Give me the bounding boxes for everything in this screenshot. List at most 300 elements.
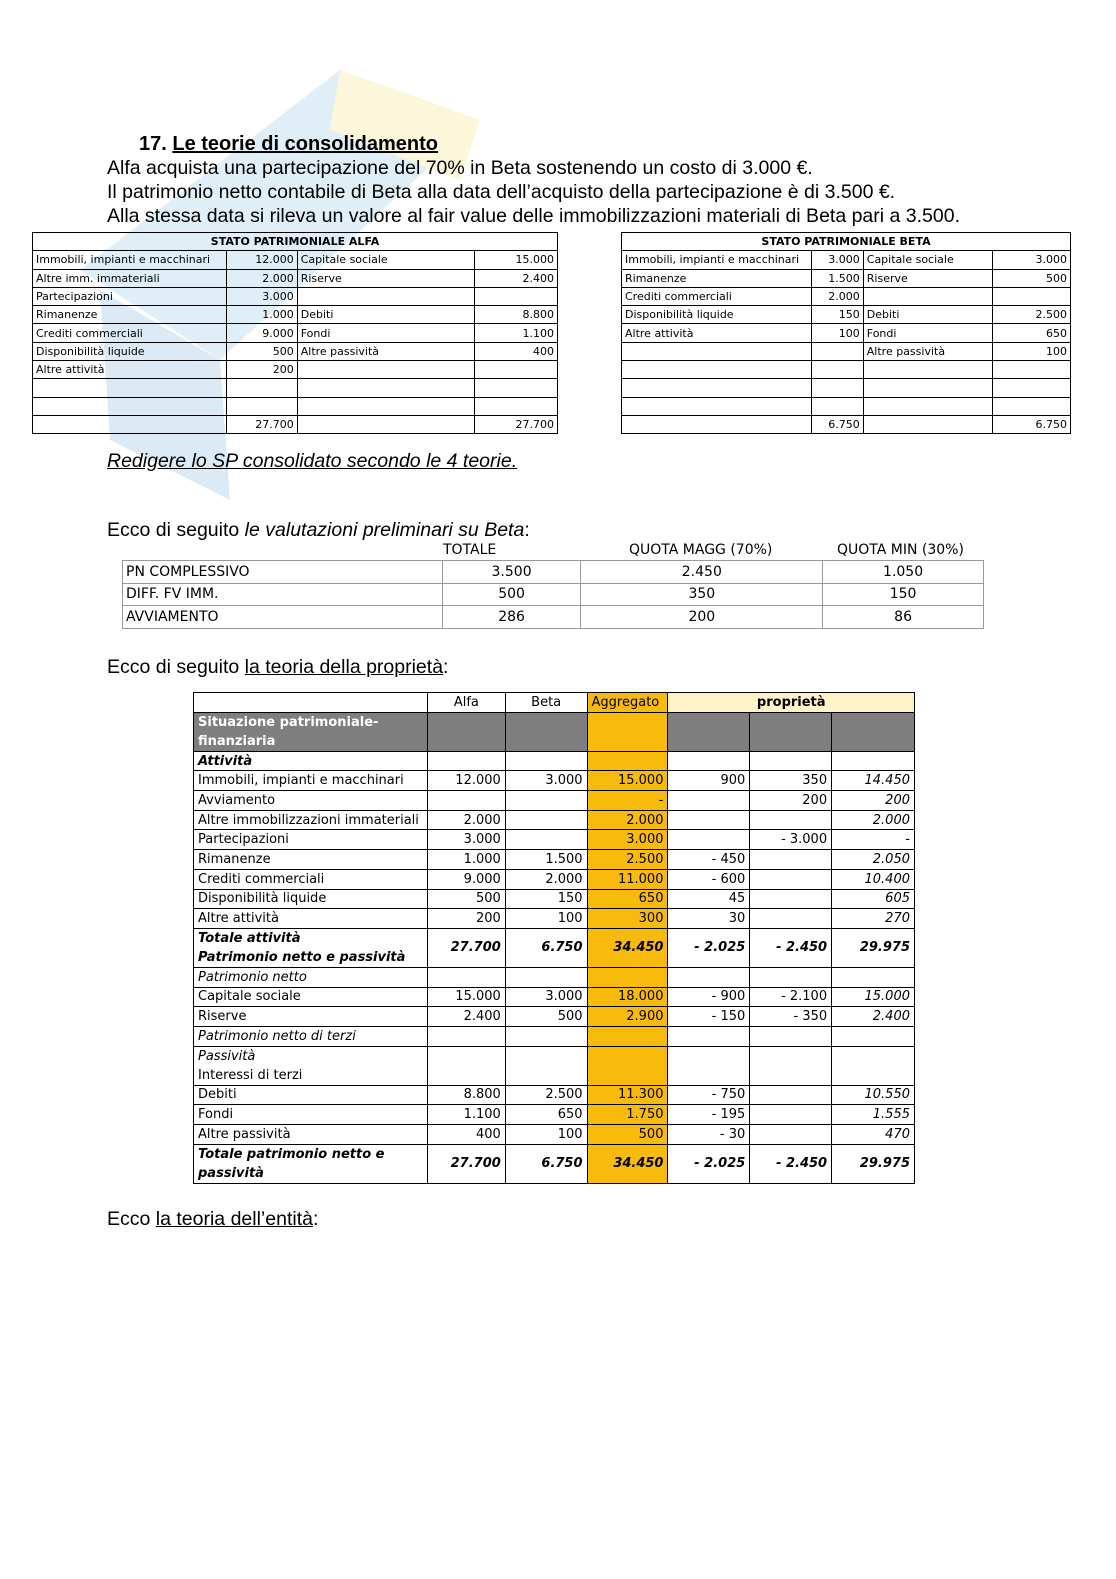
prop-value — [750, 889, 832, 909]
table-row — [194, 850, 915, 870]
account-label: Fondi — [863, 324, 993, 342]
prop-value: 1.000 — [427, 850, 505, 870]
table-row — [194, 771, 915, 791]
prop-value: 30 — [668, 909, 750, 929]
prop-value — [587, 751, 668, 771]
prop-value — [750, 1046, 832, 1085]
prop-value: - 30 — [668, 1125, 750, 1145]
prelim-table — [122, 560, 984, 629]
account-value: 15.000 — [475, 251, 558, 269]
account-value: 100 — [811, 324, 863, 342]
account-label — [863, 361, 993, 379]
account-label — [622, 415, 812, 433]
prop-value — [668, 810, 750, 830]
prop-value — [832, 751, 915, 771]
prop-row-label: Avviamento — [194, 791, 428, 811]
account-label — [297, 287, 474, 305]
prop-value: 605 — [832, 889, 915, 909]
prop-value: 6.750 — [505, 1144, 587, 1183]
prop-value: - 2.100 — [750, 987, 832, 1007]
table-row — [33, 324, 558, 342]
account-label — [863, 287, 993, 305]
prop-row-label: Immobili, impianti e macchinari — [194, 771, 428, 791]
prop-row-label: Altre immobilizzazioni immateriali — [194, 810, 428, 830]
prop-value — [427, 1026, 505, 1046]
prelim-intro-pre: Ecco di seguito — [107, 519, 245, 541]
account-value — [993, 379, 1071, 397]
account-label: Fondi — [297, 324, 474, 342]
account-value: 27.700 — [226, 415, 297, 433]
table-row — [622, 251, 1071, 269]
prop-value — [832, 1026, 915, 1046]
prop-row-label: Disponibilità liquide — [194, 889, 428, 909]
prop-value — [832, 1046, 915, 1085]
account-label: Rimanenze — [33, 306, 227, 324]
account-label — [33, 415, 227, 433]
prelim-value: 200 — [581, 606, 823, 629]
prop-value — [750, 1085, 832, 1105]
prelim-header-min: QUOTA MIN (30%) — [837, 542, 964, 558]
account-value: 6.750 — [811, 415, 863, 433]
prelim-label: PN COMPLESSIVO — [123, 561, 443, 584]
prop-value: - 600 — [668, 869, 750, 889]
prop-value: 150 — [505, 889, 587, 909]
account-value — [993, 287, 1071, 305]
account-value: 100 — [993, 342, 1071, 360]
prop-value: 3.000 — [505, 771, 587, 791]
table-row — [194, 1144, 915, 1183]
account-value: 27.700 — [475, 415, 558, 433]
table-row — [194, 889, 915, 909]
account-value — [993, 397, 1071, 415]
prelim-value: 500 — [442, 583, 581, 606]
prop-value: 2.000 — [832, 810, 915, 830]
prop-value: 45 — [668, 889, 750, 909]
prop-value: 2.000 — [587, 810, 668, 830]
prop-intro — [107, 655, 448, 679]
account-label: Altre passività — [297, 342, 474, 360]
prop-value: 29.975 — [832, 928, 915, 967]
prop-value: 10.400 — [832, 869, 915, 889]
prop-value: 3.000 — [505, 987, 587, 1007]
entity-intro-pre: Ecco — [107, 1208, 156, 1230]
prop-value: 15.000 — [427, 987, 505, 1007]
prop-value: 100 — [505, 1125, 587, 1145]
table-row — [194, 1007, 915, 1027]
prop-value: 270 — [832, 909, 915, 929]
table-row — [194, 909, 915, 929]
account-value: 2.000 — [226, 269, 297, 287]
prelim-value: 150 — [823, 583, 984, 606]
prop-value — [668, 1026, 750, 1046]
prop-value: 500 — [587, 1125, 668, 1145]
prop-value: 27.700 — [427, 928, 505, 967]
prop-value — [505, 830, 587, 850]
account-label: Immobili, impianti e macchinari — [33, 251, 227, 269]
prop-value: 34.450 — [587, 1144, 668, 1183]
table-row — [622, 306, 1071, 324]
table-row — [194, 987, 915, 1007]
prop-intro-pre: Ecco di seguito — [107, 656, 245, 678]
prop-row-label: Riserve — [194, 1007, 428, 1027]
prop-value — [750, 1026, 832, 1046]
prop-value: 15.000 — [587, 771, 668, 791]
account-label — [622, 379, 812, 397]
table-row — [123, 606, 984, 629]
prelim-header-totale: TOTALE — [443, 542, 497, 558]
account-value: 9.000 — [226, 324, 297, 342]
prop-row-label: Crediti commerciali — [194, 869, 428, 889]
prop-value — [750, 869, 832, 889]
prop-value: 12.000 — [427, 771, 505, 791]
table-row — [622, 397, 1071, 415]
prop-row-label — [194, 1144, 428, 1183]
account-label — [622, 342, 812, 360]
prop-value: 400 — [427, 1125, 505, 1145]
table-row — [33, 397, 558, 415]
table-row — [194, 869, 915, 889]
account-value: 650 — [993, 324, 1071, 342]
sp-alfa-title: STATO PATRIMONIALE ALFA — [33, 233, 558, 251]
account-label: Altre imm. immateriali — [33, 269, 227, 287]
prop-value: 1.500 — [505, 850, 587, 870]
account-label: Riserve — [863, 269, 993, 287]
account-label: Riserve — [297, 269, 474, 287]
account-label: Debiti — [297, 306, 474, 324]
prop-value: 900 — [668, 771, 750, 791]
prop-value: - 350 — [750, 1007, 832, 1027]
prop-value: 2.400 — [427, 1007, 505, 1027]
intro-line-3: Alla stessa data si rileva un valore al fair value delle immobilizzazioni materiali di Beta pari a 3.500. — [107, 205, 961, 227]
prop-value — [587, 967, 668, 987]
prop-intro-post: : — [443, 656, 449, 678]
prop-value: 10.550 — [832, 1085, 915, 1105]
prop-value: - 450 — [668, 850, 750, 870]
prelim-header-magg: QUOTA MAGG (70%) — [629, 542, 773, 558]
account-label: Immobili, impianti e macchinari — [622, 251, 812, 269]
table-row — [33, 342, 558, 360]
prop-value: - — [587, 791, 668, 811]
table-row — [194, 1125, 915, 1145]
prop-value — [668, 1046, 750, 1085]
prop-value: - 150 — [668, 1007, 750, 1027]
account-value: 2.400 — [475, 269, 558, 287]
account-label: Altre attività — [622, 324, 812, 342]
intro-line-2: Il patrimonio netto contabile di Beta alla data dell’acquisto della partecipazione è di 3.500 €. — [107, 181, 896, 203]
prop-value — [505, 1046, 587, 1085]
prop-value — [505, 751, 587, 771]
sp-beta-table — [621, 232, 1071, 434]
prop-row-label — [194, 928, 428, 967]
account-value: 1.000 — [226, 306, 297, 324]
account-label: Crediti commerciali — [33, 324, 227, 342]
prop-value: 1.750 — [587, 1105, 668, 1125]
account-value — [993, 361, 1071, 379]
account-label — [33, 397, 227, 415]
account-value — [811, 379, 863, 397]
prop-value: 15.000 — [832, 987, 915, 1007]
account-label: Disponibilità liquide — [33, 342, 227, 360]
proprieta-table — [193, 692, 915, 1184]
prop-row-label-line1: Passività — [198, 1048, 256, 1064]
prelim-intro-post: : — [524, 519, 530, 541]
account-value: 1.100 — [475, 324, 558, 342]
prop-row-label: Patrimonio netto di terzi — [194, 1026, 428, 1046]
prop-row-label: Patrimonio netto — [194, 967, 428, 987]
task-text: Redigere lo SP consolidato secondo le 4 teorie. — [107, 450, 518, 472]
account-value — [226, 397, 297, 415]
account-value: 400 — [475, 342, 558, 360]
account-value — [811, 342, 863, 360]
prop-intro-u: la teoria della proprietà — [244, 656, 444, 678]
account-value: 200 — [226, 361, 297, 379]
table-row — [194, 967, 915, 987]
prop-value: 34.450 — [587, 928, 668, 967]
prop-value: - 750 — [668, 1085, 750, 1105]
account-value — [226, 379, 297, 397]
prop-value: - 2.025 — [668, 1144, 750, 1183]
account-value: 3.000 — [811, 251, 863, 269]
account-value: 3.000 — [226, 287, 297, 305]
account-label: Rimanenze — [622, 269, 812, 287]
prop-header-alfa: Alfa — [427, 693, 505, 713]
account-label: Capitale sociale — [863, 251, 993, 269]
account-value: 6.750 — [993, 415, 1071, 433]
prop-value — [832, 967, 915, 987]
table-row — [194, 1026, 915, 1046]
prop-row-label — [194, 1046, 428, 1085]
prop-value — [427, 967, 505, 987]
prop-section-title: Situazione patrimoniale-finanziaria — [194, 712, 428, 751]
prop-value: 100 — [505, 909, 587, 929]
prelim-value: 286 — [442, 606, 581, 629]
account-value: 150 — [811, 306, 863, 324]
prop-value: - 2.450 — [750, 1144, 832, 1183]
prop-value — [750, 1125, 832, 1145]
prop-value: 14.450 — [832, 771, 915, 791]
table-row — [194, 810, 915, 830]
prop-value — [427, 751, 505, 771]
prop-value: - 2.450 — [750, 928, 832, 967]
section-heading — [139, 133, 438, 156]
entity-intro-u: la teoria dell’entità — [155, 1208, 313, 1230]
account-label — [297, 415, 474, 433]
prop-row-label-line1: Totale attività — [198, 930, 301, 946]
prop-row-label: Altre passività — [194, 1125, 428, 1145]
prelim-intro — [107, 518, 530, 542]
table-row — [194, 791, 915, 811]
prelim-value: 2.450 — [581, 561, 823, 584]
sp-beta-title: STATO PATRIMONIALE BETA — [622, 233, 1071, 251]
prop-value — [505, 791, 587, 811]
prop-value — [750, 810, 832, 830]
intro-line-1: Alfa acquista una partecipazione del 70% in Beta sostenendo un costo di 3.000 €. — [107, 157, 813, 179]
prop-row-label-line2: Patrimonio netto e passività — [198, 949, 406, 965]
prop-value — [587, 1026, 668, 1046]
prop-value — [427, 1046, 505, 1085]
prop-row-label: Attività — [194, 751, 428, 771]
prop-value: 650 — [587, 889, 668, 909]
prop-value — [750, 967, 832, 987]
table-row — [123, 561, 984, 584]
prelim-value: 3.500 — [442, 561, 581, 584]
entity-intro — [107, 1207, 318, 1231]
prop-header-proprieta: proprietà — [668, 693, 915, 713]
prop-row-label: Altre attività — [194, 909, 428, 929]
prop-value: 200 — [427, 909, 505, 929]
account-label — [863, 397, 993, 415]
prop-value: - 2.025 — [668, 928, 750, 967]
prop-row-label-line1: Totale patrimonio netto e — [198, 1146, 385, 1162]
prop-value — [587, 1046, 668, 1085]
prop-value — [505, 810, 587, 830]
prop-value: 2.000 — [505, 869, 587, 889]
prelim-label: DIFF. FV IMM. — [123, 583, 443, 606]
prop-value — [750, 850, 832, 870]
prop-value: - 900 — [668, 987, 750, 1007]
prop-header-aggregato: Aggregato — [587, 693, 668, 713]
account-value — [475, 379, 558, 397]
prop-value: 650 — [505, 1105, 587, 1125]
prop-row-label: Debiti — [194, 1085, 428, 1105]
prop-row-label: Fondi — [194, 1105, 428, 1125]
prop-row-label-line2: Interessi di terzi — [198, 1067, 303, 1083]
prop-value — [668, 830, 750, 850]
account-value: 3.000 — [993, 251, 1071, 269]
table-row — [622, 269, 1071, 287]
table-row — [33, 379, 558, 397]
prop-value — [505, 1026, 587, 1046]
prop-value: 200 — [750, 791, 832, 811]
prop-value: 2.400 — [832, 1007, 915, 1027]
account-value: 8.800 — [475, 306, 558, 324]
prop-header-beta: Beta — [505, 693, 587, 713]
account-value: 500 — [226, 342, 297, 360]
prop-value: 29.975 — [832, 1144, 915, 1183]
account-label — [622, 397, 812, 415]
prelim-label: AVVIAMENTO — [123, 606, 443, 629]
prop-value — [668, 791, 750, 811]
prelim-value: 1.050 — [823, 561, 984, 584]
prelim-intro-em: le valutazioni preliminari su Beta — [244, 519, 525, 541]
table-row — [194, 1105, 915, 1125]
prop-value: 11.000 — [587, 869, 668, 889]
account-value — [475, 361, 558, 379]
section-number: 17. — [139, 133, 167, 155]
sp-alfa-table — [32, 232, 558, 434]
prop-value: 2.500 — [505, 1085, 587, 1105]
account-label — [863, 379, 993, 397]
account-label: Crediti commerciali — [622, 287, 812, 305]
account-label — [297, 397, 474, 415]
account-value: 2.500 — [993, 306, 1071, 324]
prop-value — [427, 791, 505, 811]
prop-value: - — [832, 830, 915, 850]
prop-value: 200 — [832, 791, 915, 811]
account-value — [811, 397, 863, 415]
prop-value: 1.100 — [427, 1105, 505, 1125]
account-value: 12.000 — [226, 251, 297, 269]
table-row — [123, 583, 984, 606]
prop-row-label: Partecipazioni — [194, 830, 428, 850]
prop-value — [505, 967, 587, 987]
account-label: Partecipazioni — [33, 287, 227, 305]
table-row — [194, 830, 915, 850]
prop-value: 8.800 — [427, 1085, 505, 1105]
table-row — [194, 1085, 915, 1105]
account-label: Debiti — [863, 306, 993, 324]
table-row — [33, 306, 558, 324]
prop-value: 300 — [587, 909, 668, 929]
table-row — [622, 379, 1071, 397]
prop-value: 3.000 — [427, 830, 505, 850]
prop-value — [668, 967, 750, 987]
prop-value: 3.000 — [587, 830, 668, 850]
account-label — [33, 379, 227, 397]
table-row — [622, 361, 1071, 379]
account-value: 2.000 — [811, 287, 863, 305]
table-row — [194, 751, 915, 771]
prop-value: 2.000 — [427, 810, 505, 830]
table-row — [33, 269, 558, 287]
prop-row-label-line2: passività — [198, 1165, 264, 1181]
table-row — [33, 251, 558, 269]
table-row — [622, 287, 1071, 305]
table-row — [622, 324, 1071, 342]
account-value: 500 — [993, 269, 1071, 287]
prop-row-label: Rimanenze — [194, 850, 428, 870]
table-row — [33, 287, 558, 305]
table-row — [622, 415, 1071, 433]
account-label — [297, 361, 474, 379]
account-label: Altre passività — [863, 342, 993, 360]
prop-value: - 3.000 — [750, 830, 832, 850]
prop-value — [750, 909, 832, 929]
table-row — [33, 415, 558, 433]
prop-value: 18.000 — [587, 987, 668, 1007]
prop-value: 9.000 — [427, 869, 505, 889]
prelim-value: 350 — [581, 583, 823, 606]
section-title: Le teorie di consolidamento — [172, 133, 438, 155]
prop-value: 2.050 — [832, 850, 915, 870]
prelim-value: 86 — [823, 606, 984, 629]
account-label — [297, 379, 474, 397]
table-row — [622, 342, 1071, 360]
entity-intro-post: : — [312, 1208, 319, 1230]
account-value: 1.500 — [811, 269, 863, 287]
account-label — [622, 361, 812, 379]
account-label — [863, 415, 993, 433]
prop-row-label: Capitale sociale — [194, 987, 428, 1007]
prop-value: 350 — [750, 771, 832, 791]
account-value — [475, 397, 558, 415]
prop-value: 1.555 — [832, 1105, 915, 1125]
prop-value: 500 — [427, 889, 505, 909]
prop-value: 27.700 — [427, 1144, 505, 1183]
prop-value — [668, 751, 750, 771]
account-label: Disponibilità liquide — [622, 306, 812, 324]
prop-value: 11.300 — [587, 1085, 668, 1105]
prop-header-blank — [194, 693, 428, 713]
account-label: Capitale sociale — [297, 251, 474, 269]
prop-value: 2.900 — [587, 1007, 668, 1027]
table-row — [194, 1046, 915, 1085]
prop-value: 6.750 — [505, 928, 587, 967]
account-label: Altre attività — [33, 361, 227, 379]
account-value — [475, 287, 558, 305]
table-row — [33, 361, 558, 379]
prop-value — [750, 751, 832, 771]
